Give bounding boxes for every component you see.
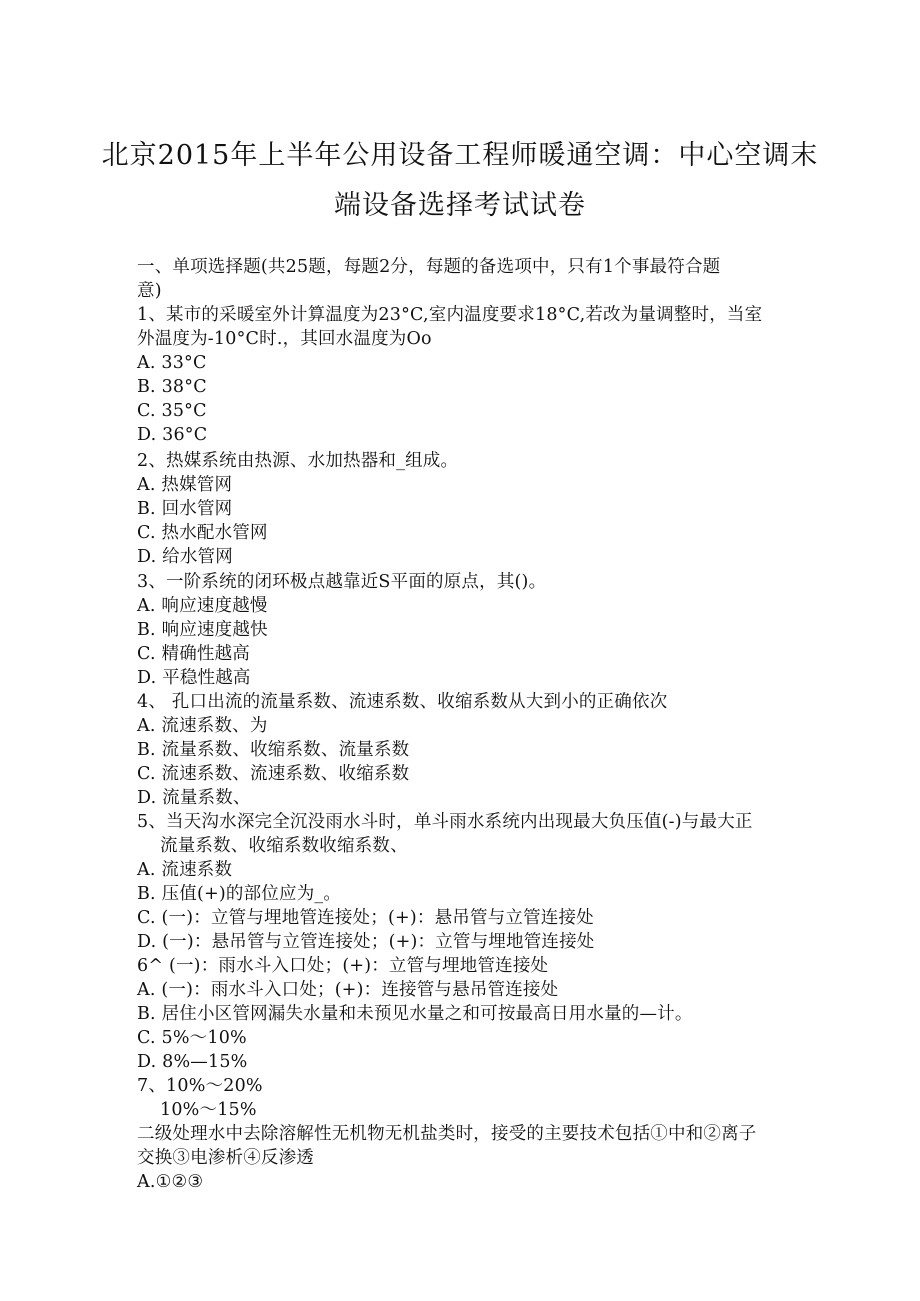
question-5-cont: 流量系数、收缩系数收缩系数、 bbox=[160, 836, 408, 856]
option-line: A. (一)：雨水斗入口处；(+)：连接管与悬吊管连接处 bbox=[137, 980, 559, 1000]
option-line: C. (一)：立管与埋地管连接处；(+)：悬吊管与立管连接处 bbox=[137, 908, 594, 928]
option-line: A. 热媒管网 bbox=[137, 475, 233, 495]
option-line: D. 36°C bbox=[137, 425, 208, 445]
option-line: C. 5%～10% bbox=[137, 1028, 247, 1048]
section-heading: 一、单项选择题(共25题，每题2分，每题的备选项中，只有1个事最符合题 bbox=[137, 257, 721, 277]
question-8-cont: 交换③电渗析④反渗透 bbox=[137, 1148, 314, 1168]
option-line: B. 回水管网 bbox=[137, 499, 233, 519]
option-line: A. 流速系数、为 bbox=[137, 716, 268, 736]
option-line: A. 响应速度越慢 bbox=[137, 596, 268, 616]
question-1-cont: 外温度为-10°C时.，其回水温度为Oo bbox=[137, 329, 432, 349]
option-line: B. 压值(+)的部位应为_。 bbox=[137, 884, 342, 904]
option-line: D. 平稳性越高 bbox=[137, 668, 251, 688]
option-line: A. 流速系数 bbox=[137, 860, 233, 880]
option-line: C. 35°C bbox=[137, 401, 207, 421]
option-line: A. 33°C bbox=[137, 353, 207, 373]
section-heading-cont: 意) bbox=[137, 281, 162, 301]
option-line: B. 居住小区管网漏失水量和未预见水量之和可按最高日用水量的—计。 bbox=[137, 1004, 693, 1024]
question-8: 二级处理水中去除溶解性无机物无机盐类时，接受的主要技术包括①中和②离子 bbox=[137, 1124, 757, 1144]
option-line: A.①②③ bbox=[137, 1172, 204, 1192]
option-line: B. 38°C bbox=[137, 377, 207, 397]
question-6: 6^ (一)：雨水斗入口处；(+)：立管与埋地管连接处 bbox=[137, 956, 549, 976]
document-title-line-2: 端设备选择考试试卷 bbox=[334, 190, 586, 221]
option-line: B. 流量系数、收缩系数、流量系数 bbox=[137, 740, 410, 760]
option-line: D. (一)：悬吊管与立管连接处；(+)：立管与埋地管连接处 bbox=[137, 932, 595, 952]
option-line: B. 响应速度越快 bbox=[137, 620, 268, 640]
question-5: 5、当天沟水深完全沉没雨水斗时，单斗雨水系统内出现最大负压值(-)与最大正 bbox=[137, 812, 753, 832]
option-line: C. 热水配水管网 bbox=[137, 523, 268, 543]
question-4: 4、 孔口出流的流量系数、流速系数、收缩系数从大到小的正确依次 bbox=[137, 692, 668, 712]
question-7-cont: 10%～15% bbox=[160, 1100, 257, 1120]
question-1: 1、某市的采暖室外计算温度为23°C,室内温度要求18°C,若改为量调整时，当室 bbox=[137, 305, 763, 325]
option-line: C. 流速系数、流速系数、收缩系数 bbox=[137, 764, 410, 784]
question-3: 3、一阶系统的闭环极点越靠近S平面的原点，其()。 bbox=[137, 572, 547, 592]
document-title-line-1: 北京2015年上半年公用设备工程师暖通空调：中心空调末 bbox=[101, 140, 819, 171]
option-line: D. 流量系数、 bbox=[137, 788, 251, 808]
option-line: C. 精确性越高 bbox=[137, 644, 250, 664]
option-line: D. 给水管网 bbox=[137, 547, 233, 567]
option-line: D. 8%—15% bbox=[137, 1052, 248, 1072]
question-2: 2、热媒系统由热源、水加热器和_组成。 bbox=[137, 451, 459, 471]
question-7: 7、10%～20% bbox=[137, 1076, 263, 1096]
